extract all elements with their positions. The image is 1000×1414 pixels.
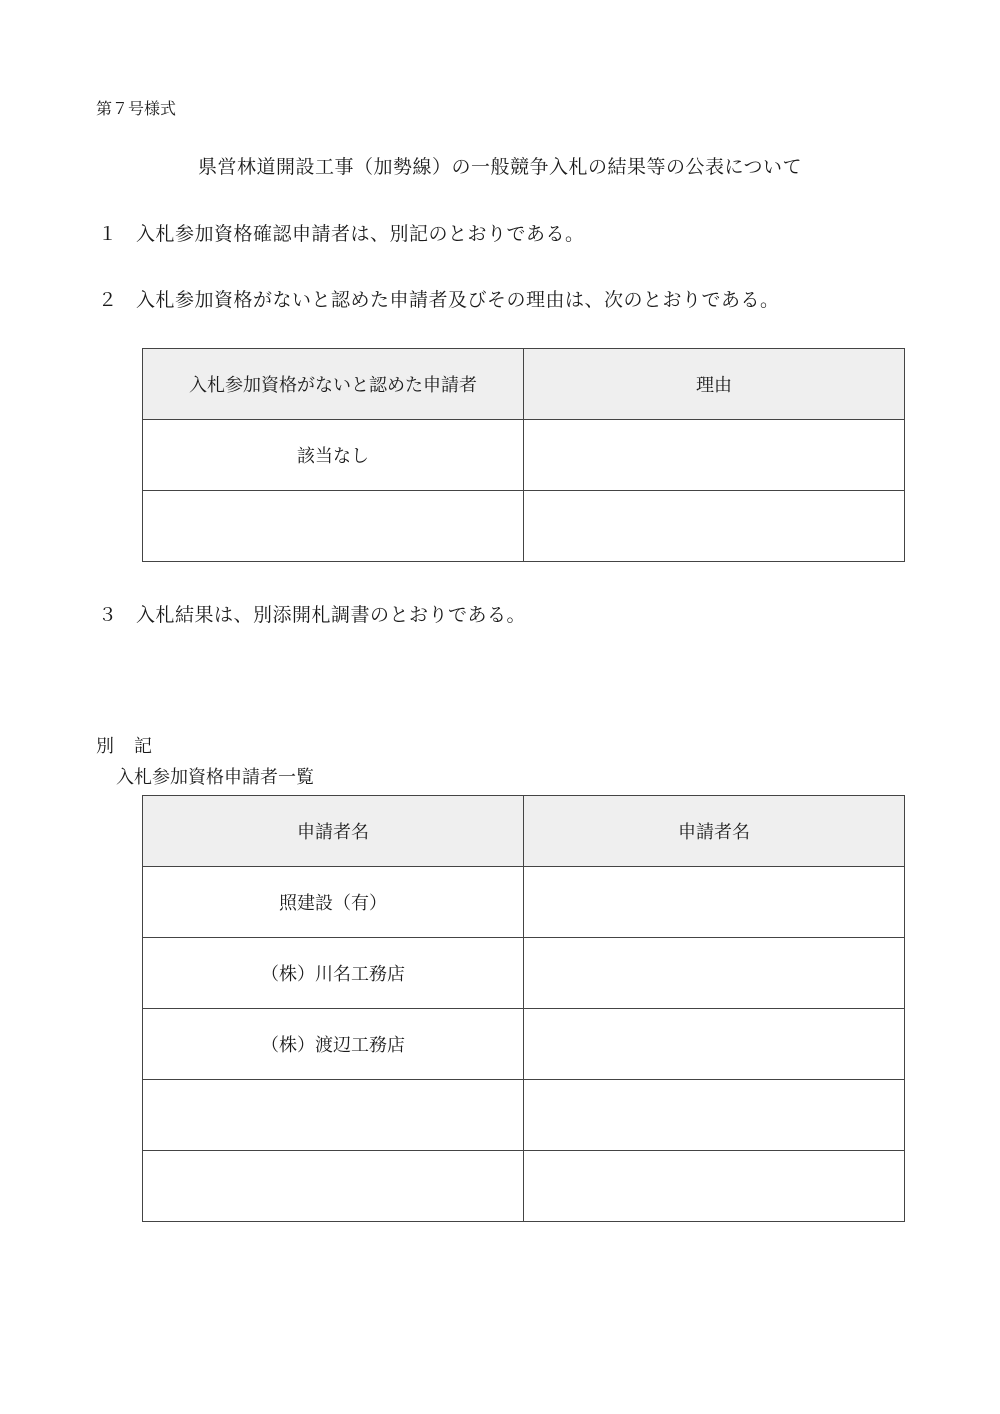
applicant-name-cell xyxy=(143,1080,524,1151)
header-applicant-name: 申請者名 xyxy=(143,796,524,867)
appendix-heading-a: 別 xyxy=(96,736,114,757)
applicant-cell xyxy=(143,491,524,562)
document-title: 県営林道開設工事（加勢線）の一般競争入札の結果等の公表について xyxy=(197,156,803,178)
reason-cell xyxy=(524,420,905,491)
applicant-name-cell xyxy=(524,867,905,938)
item-1-text: 入札参加資格確認申請者は、別記のとおりである。 xyxy=(136,223,585,245)
item-2 xyxy=(98,285,780,312)
applicant-name-cell xyxy=(524,938,905,1009)
table-row xyxy=(143,1151,905,1222)
applicant-name-cell xyxy=(143,1151,524,1222)
applicants-list-table xyxy=(142,795,905,1222)
header-applicant-name: 申請者名 xyxy=(524,796,905,867)
applicant-name-cell xyxy=(524,1080,905,1151)
applicant-name-cell xyxy=(524,1009,905,1080)
table-header-row xyxy=(143,349,905,420)
applicant-cell: 該当なし xyxy=(143,420,524,491)
table-row xyxy=(143,938,905,1009)
applicant-name-cell: （株）川名工務店 xyxy=(143,938,524,1009)
table-row xyxy=(143,867,905,938)
item-2-number: ２ xyxy=(98,289,118,311)
item-3-number: ３ xyxy=(98,604,118,626)
applicant-name-cell: （株）渡辺工務店 xyxy=(143,1009,524,1080)
table-row xyxy=(143,1009,905,1080)
appendix-heading xyxy=(96,732,152,758)
applicant-name-cell: 照建設（有） xyxy=(143,867,524,938)
disqualified-applicants-table xyxy=(142,348,905,562)
table-row xyxy=(143,1080,905,1151)
table-row xyxy=(143,491,905,562)
header-reason: 理由 xyxy=(524,349,905,420)
header-applicant: 入札参加資格がないと認めた申請者 xyxy=(143,349,524,420)
appendix-subtitle: 入札参加資格申請者一覧 xyxy=(116,767,314,788)
item-1 xyxy=(98,219,585,246)
form-number: 第７号様式 xyxy=(96,99,177,118)
item-1-number: １ xyxy=(98,223,118,245)
appendix-heading-b: 記 xyxy=(134,736,152,757)
applicant-name-cell xyxy=(524,1151,905,1222)
table-row xyxy=(143,420,905,491)
item-2-text: 入札参加資格がないと認めた申請者及びその理由は、次のとおりである。 xyxy=(136,289,780,311)
table-header-row xyxy=(143,796,905,867)
reason-cell xyxy=(524,491,905,562)
item-3-text: 入札結果は、別添開札調書のとおりである。 xyxy=(136,604,527,626)
item-3 xyxy=(98,600,526,627)
